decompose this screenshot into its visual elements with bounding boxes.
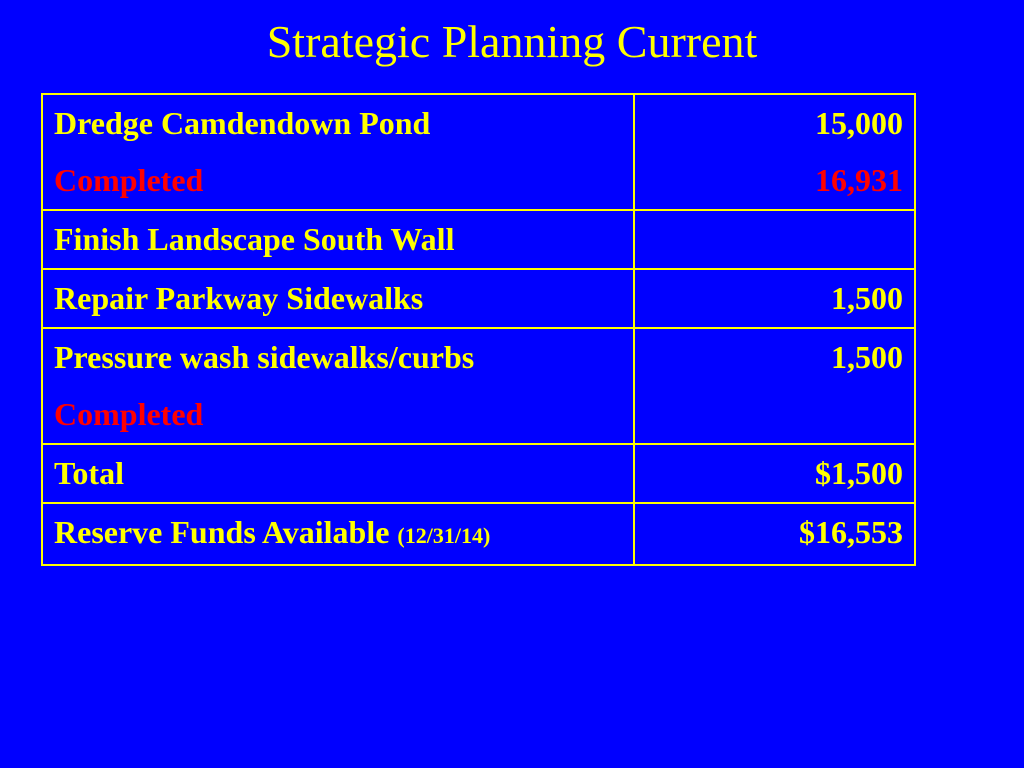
- table-row-landscape-south-wall: [42, 210, 915, 269]
- table-row-parkway-sidewalks: [42, 269, 915, 328]
- total-label: Total: [54, 455, 124, 491]
- item-amount-cell: [634, 94, 915, 210]
- item-description-cell: [42, 328, 634, 444]
- item-amount-cell: [634, 269, 915, 328]
- item-description: Pressure wash sidewalks/curbs: [54, 339, 475, 375]
- item-amount: 15,000: [815, 105, 903, 141]
- item-actual-amount: 16,931: [815, 162, 903, 198]
- item-description-cell: [42, 444, 634, 503]
- slide-title: Strategic Planning Current: [266, 16, 758, 67]
- total-amount: $1,500: [815, 455, 903, 491]
- table-row-reserve-funds: [42, 503, 915, 565]
- item-amount: [646, 211, 903, 268]
- reserve-funds-date: (12/31/14): [397, 523, 491, 548]
- reserve-funds-amount: $16,553: [799, 514, 903, 550]
- table-row-pressure-wash: [42, 328, 915, 444]
- item-amount-cell: [634, 444, 915, 503]
- item-description: Dredge Camdendown Pond: [54, 105, 431, 141]
- item-description: Finish Landscape South Wall: [54, 221, 455, 257]
- item-description-cell: [42, 210, 634, 269]
- item-amount-cell: [634, 328, 915, 444]
- item-description: Repair Parkway Sidewalks: [54, 280, 424, 316]
- reserve-funds-label: Reserve Funds Available: [54, 514, 390, 550]
- item-description-cell: [42, 503, 634, 565]
- budget-table: [41, 93, 916, 566]
- item-amount: 1,500: [831, 280, 903, 316]
- item-amount-cell: [634, 210, 915, 269]
- item-description-cell: [42, 269, 634, 328]
- item-status: Completed: [54, 396, 204, 432]
- item-description-cell: [42, 94, 634, 210]
- item-status: Completed: [54, 162, 204, 198]
- item-amount: 1,500: [831, 339, 903, 375]
- item-amount-cell: [634, 503, 915, 565]
- table-row-total: [42, 444, 915, 503]
- table-row-dredge-pond: [42, 94, 915, 210]
